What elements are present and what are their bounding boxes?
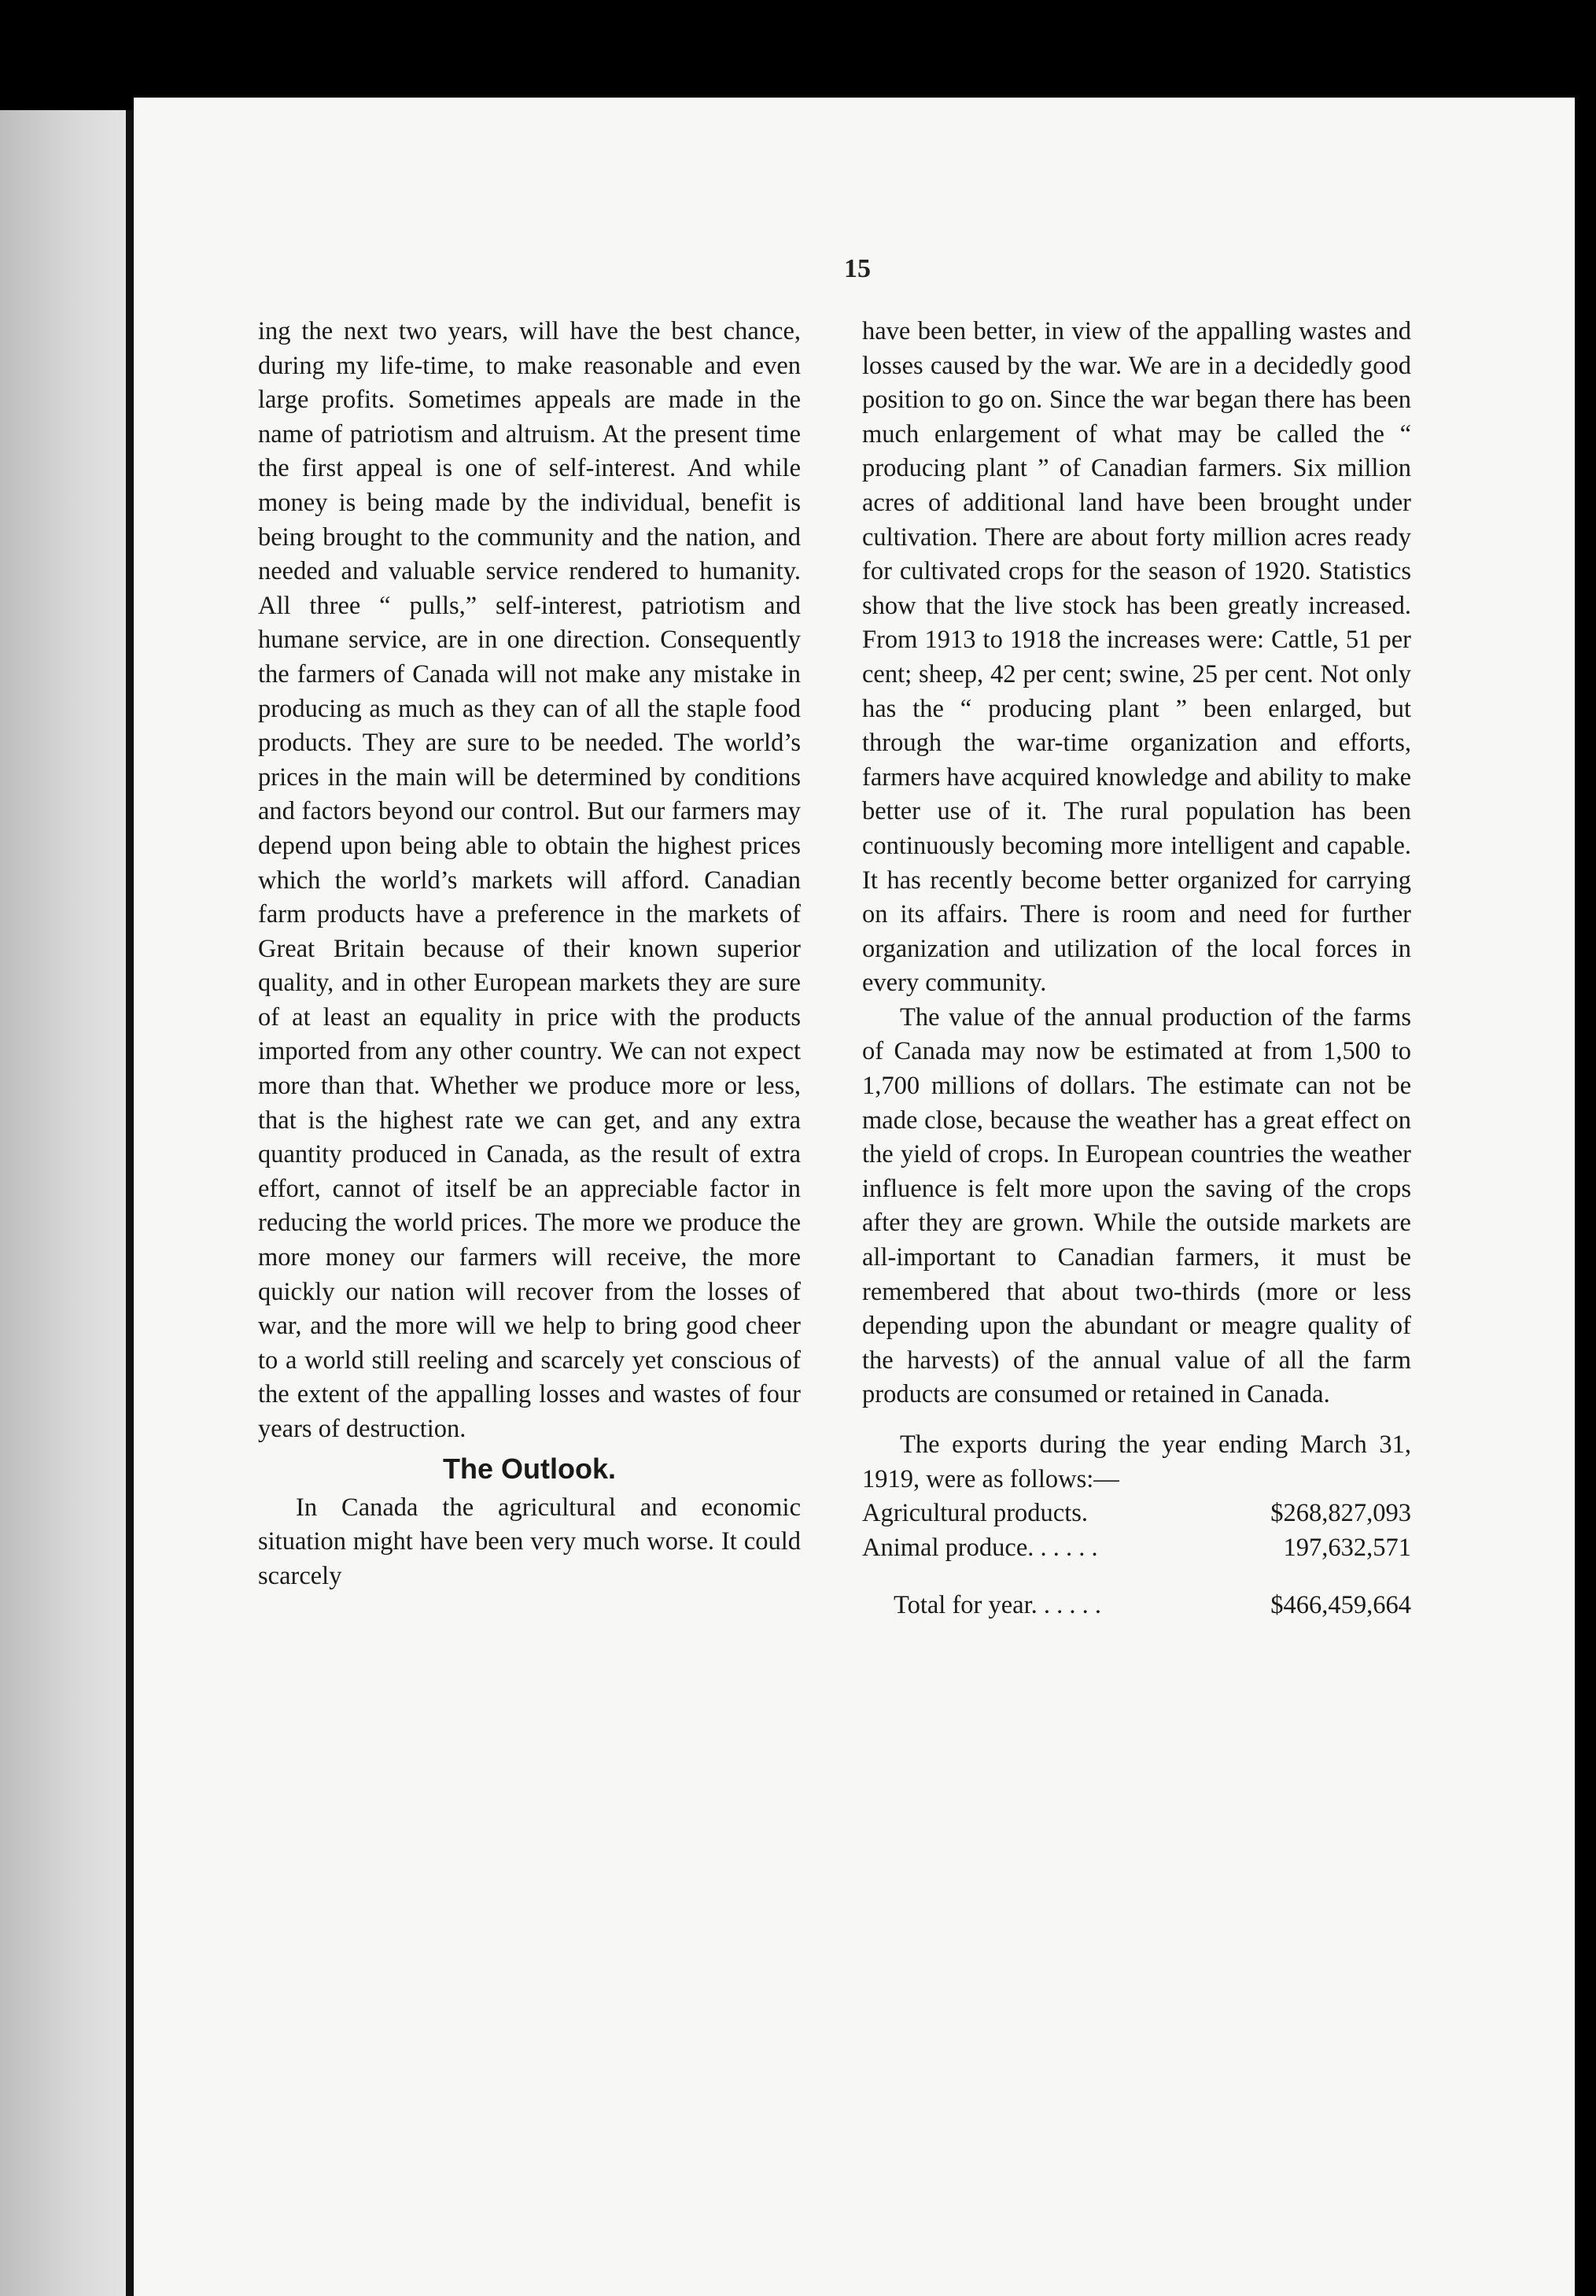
export-label: Agricultural products.	[862, 1499, 1089, 1528]
page-gutter-edge	[126, 110, 134, 2296]
export-total-label: Total for year. . . . . .	[894, 1591, 1101, 1620]
export-label: Animal produce. . . . . .	[862, 1533, 1098, 1562]
right-paragraph-2: The value of the annual production of the farms of Canada may now be estimated at from 1,500 to 1,700 millions of dollars. The estimate can not be made close, because the weather has a great effect on the yield of crops. In European countries the weather influence is felt more upon the saving of the crops after they are grown. While the outside markets are all-important to Canadian farmers, it must be remembered that about two-thirds (more or less depending upon the abundant or meagre quality of the harvests) of the annual value of all the farm products are consumed or retained in Canada.	[862, 1002, 1411, 1409]
section-heading: The Outlook.	[443, 1452, 616, 1485]
export-row	[862, 1531, 1411, 1566]
left-paragraph-1: ing the next two years, will have the best chance, during my life-time, to make reasonable and even large profits. Sometimes appeals are made in the name of patriotism and altruism. At the present time the first appeal is one of self-interest. And while money is being made by the individual, benefit is being brought to the community and the nation, and needed and valuable service rendered to humanity. All three “ pulls,” self-interest, patriotism and humane service, are in one direction. Consequently the farmers of Canada will not make any mistake in producing as much as they can of all the staple food products. They are sure to be needed. The world’s prices in the main will be determined by conditions and factors beyond our control. But our farmers may depend upon being able to obtain the highest prices which the world’s markets will afford. Canadian farm products have a preference in the markets of Great Britain because of their known superior quality, and in other European markets they are sure of at least an equality in price with the products imported from any other country. We can not expect more than that. Whether we produce more or less, that is the highest rate we can get, and any extra quantity produced in Canada, as the result of extra effort, cannot of itself be an appreciable factor in reducing the world prices. The more we produce the more money our farmers will receive, the more quickly our nation will recover from the losses of war, and the more will we help to bring good cheer to a world still reeling and scarcely yet conscious of the extent of the appalling losses and wastes of four years of destruction.	[258, 317, 801, 1443]
export-amount: $268,827,093	[1270, 1499, 1411, 1528]
export-total-row	[862, 1589, 1411, 1623]
page-number: 15	[844, 254, 871, 283]
exports-intro: The exports during the year ending March 31, 1919, were as follows:—	[862, 1430, 1411, 1493]
left-column	[258, 315, 801, 1593]
right-column	[862, 315, 1411, 1623]
export-total-amount: $466,459,664	[1270, 1591, 1411, 1620]
right-paragraph-1: have been better, in view of the appalling wastes and losses caused by the war. We are in a decidedly good position to go on. Since the war began there has been much enlargement of what may be called the “ producing plant ” of Canadian farmers. Six million acres of additional land have been brought under cultivation. There are about forty million acres ready for cultivated crops for the season of 1920. Statistics show that the live stock has been greatly increased. From 1913 to 1918 the increases were: Cattle, 51 per cent; sheep, 42 per cent; swine, 25 per cent. Not only has the “ producing plant ” been enlarged, but through the war-time organization and efforts, farmers have acquired knowledge and ability to make better use of it. The rural population has been continuously becoming more intelligent and capable. It has recently become better organized for carrying on its affairs. There is room and need for further organization and utilization of the local forces in every community.	[862, 317, 1411, 998]
left-paragraph-2: In Canada the agricultural and economic situation might have been very much worse. It could scarcely	[258, 1493, 801, 1590]
export-amount: 197,632,571	[1283, 1533, 1411, 1562]
exports-table	[862, 1497, 1411, 1623]
book-spine	[0, 110, 135, 2296]
export-row	[862, 1497, 1411, 1531]
